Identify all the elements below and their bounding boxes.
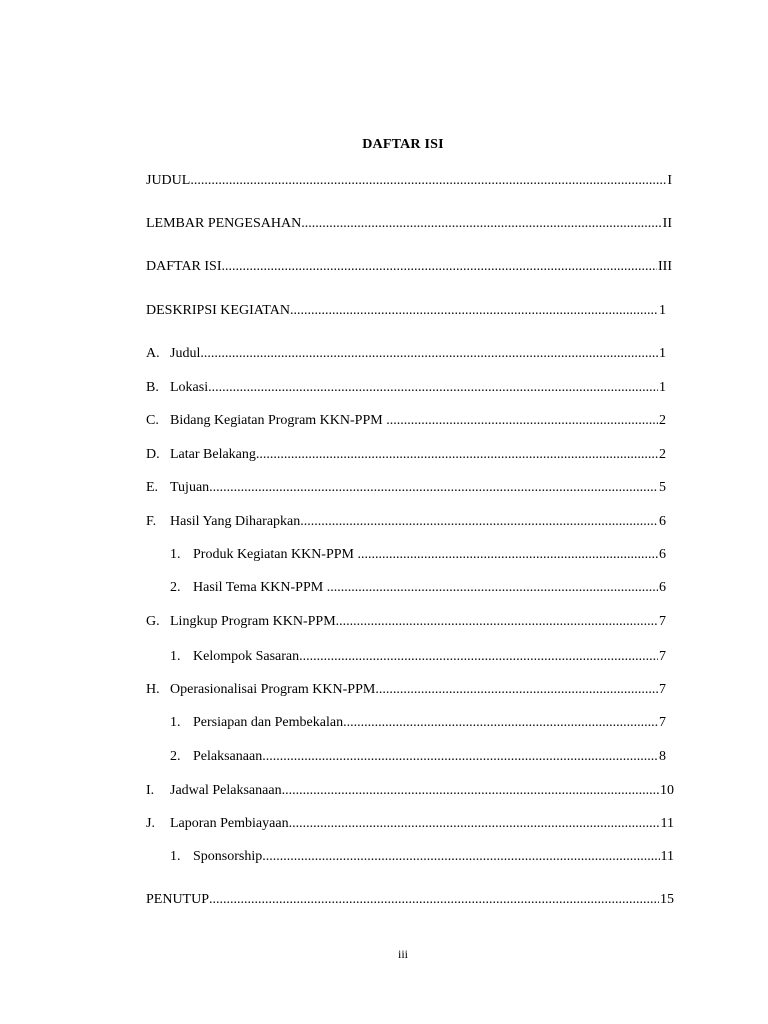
page-footer-number: iii <box>397 947 408 961</box>
toc-label: Bidang Kegiatan Program KKN-PPM <box>170 413 387 428</box>
toc-letter: H. <box>146 682 160 697</box>
toc-page-number: 7 <box>659 682 666 697</box>
toc-page-number: 6 <box>659 547 666 562</box>
toc-letter: D. <box>146 447 160 462</box>
toc-letter: G. <box>146 614 160 629</box>
toc-entry-i <box>146 782 674 800</box>
toc-letter: 2. <box>170 580 181 595</box>
toc-dot-leader <box>358 546 659 564</box>
toc-entry-h <box>146 681 666 699</box>
toc-dot-leader <box>289 815 660 833</box>
toc-entry-c <box>146 412 666 430</box>
toc-entry-j-1 <box>170 848 674 866</box>
toc-entry-h-2 <box>170 748 666 766</box>
toc-label: JUDUL <box>146 173 191 188</box>
toc-page-number: 2 <box>659 447 666 462</box>
toc-page-number: 2 <box>659 413 666 428</box>
toc-entry-e <box>146 479 666 497</box>
toc-label: Tujuan <box>170 480 210 495</box>
document-title: DAFTAR ISI <box>362 137 444 152</box>
toc-label: Kelompok Sasaran <box>193 649 300 664</box>
toc-page-number: 1 <box>659 346 666 361</box>
toc-entry-f <box>146 513 666 531</box>
toc-entry-g-1 <box>170 648 666 666</box>
toc-dot-leader <box>256 446 658 464</box>
toc-letter: C. <box>146 413 159 428</box>
toc-page-number: 6 <box>659 514 666 529</box>
toc-page-number: 7 <box>659 614 666 629</box>
toc-label: Persiapan dan Pembekalan <box>193 715 344 730</box>
toc-entry-daftar-isi <box>146 258 672 276</box>
toc-label: Laporan Pembiayaan <box>170 816 289 831</box>
toc-label: Pelaksanaan <box>193 749 263 764</box>
toc-label: LEMBAR PENGESAHAN <box>146 216 302 231</box>
toc-entry-b <box>146 379 666 397</box>
toc-entry-d <box>146 446 666 464</box>
toc-letter: F. <box>146 514 157 529</box>
toc-page-number: III <box>658 259 672 274</box>
toc-dot-leader <box>222 258 658 276</box>
toc-label: Lingkup Program KKN-PPM <box>170 614 336 629</box>
toc-dot-leader <box>300 513 658 531</box>
toc-label: Jadwal Pelaksanaan <box>170 783 282 798</box>
toc-letter: 1. <box>170 649 181 664</box>
toc-entry-h-1 <box>170 714 666 732</box>
toc-page-number: 10 <box>660 783 674 798</box>
toc-dot-leader <box>262 748 658 766</box>
toc-dot-leader <box>209 479 658 497</box>
toc-dot-leader <box>301 215 661 233</box>
toc-dot-leader <box>262 848 659 866</box>
toc-letter: 1. <box>170 849 181 864</box>
toc-dot-leader <box>200 345 658 363</box>
toc-label: Hasil Tema KKN-PPM <box>193 580 327 595</box>
toc-label: Lokasi <box>170 380 209 395</box>
toc-page-number: 1 <box>659 380 666 395</box>
toc-page-number: I <box>667 173 672 188</box>
toc-page-number: 7 <box>659 715 666 730</box>
toc-dot-leader <box>299 648 658 666</box>
toc-label: Operasionalisai Program KKN-PPM <box>170 682 376 697</box>
toc-dot-leader <box>209 891 659 909</box>
toc-letter: J. <box>146 816 155 831</box>
toc-entry-g <box>146 613 666 631</box>
toc-label: DAFTAR ISI <box>146 259 222 274</box>
toc-page-number: II <box>662 216 672 231</box>
toc-page-number: 5 <box>659 480 666 495</box>
toc-letter: B. <box>146 380 159 395</box>
toc-letter: 1. <box>170 547 181 562</box>
toc-entry-penutup <box>146 891 674 909</box>
toc-page-number: 11 <box>660 849 674 864</box>
toc-page-number: 15 <box>660 892 674 907</box>
toc-page-number: 11 <box>660 816 674 831</box>
toc-entry-f-1 <box>170 546 666 564</box>
toc-page-number: 7 <box>659 649 666 664</box>
toc-label: Latar Belakang <box>170 447 256 462</box>
toc-letter: A. <box>146 346 160 361</box>
toc-entry-f-2 <box>170 579 666 597</box>
toc-label: Sponsorship <box>193 849 263 864</box>
toc-letter: E. <box>146 480 159 495</box>
toc-entry-j <box>146 815 674 833</box>
toc-entry-judul <box>146 172 672 190</box>
toc-letter: 2. <box>170 749 181 764</box>
toc-page-number: 1 <box>659 303 666 318</box>
toc-dot-leader <box>343 714 658 732</box>
toc-label: Judul <box>170 346 201 361</box>
toc-dot-leader <box>282 782 659 800</box>
toc-dot-leader <box>327 579 658 597</box>
toc-dot-leader <box>336 613 658 631</box>
toc-label: DESKRIPSI KEGIATAN <box>146 303 290 318</box>
toc-dot-leader <box>386 412 658 430</box>
toc-entry-lembar-pengesahan <box>146 215 672 233</box>
toc-label: Hasil Yang Diharapkan <box>170 514 301 529</box>
toc-dot-leader <box>290 302 658 320</box>
toc-dot-leader <box>208 379 658 397</box>
toc-page-number: 8 <box>659 749 666 764</box>
toc-entry-a <box>146 345 666 363</box>
toc-label: Produk Kegiatan KKN-PPM <box>193 547 358 562</box>
toc-page-number: 6 <box>659 580 666 595</box>
toc-label: PENUTUP <box>146 892 210 907</box>
toc-letter: I. <box>146 783 155 798</box>
toc-letter: 1. <box>170 715 181 730</box>
toc-dot-leader <box>375 681 658 699</box>
toc-entry-deskripsi-kegiatan <box>146 302 666 320</box>
toc-dot-leader <box>190 172 666 190</box>
